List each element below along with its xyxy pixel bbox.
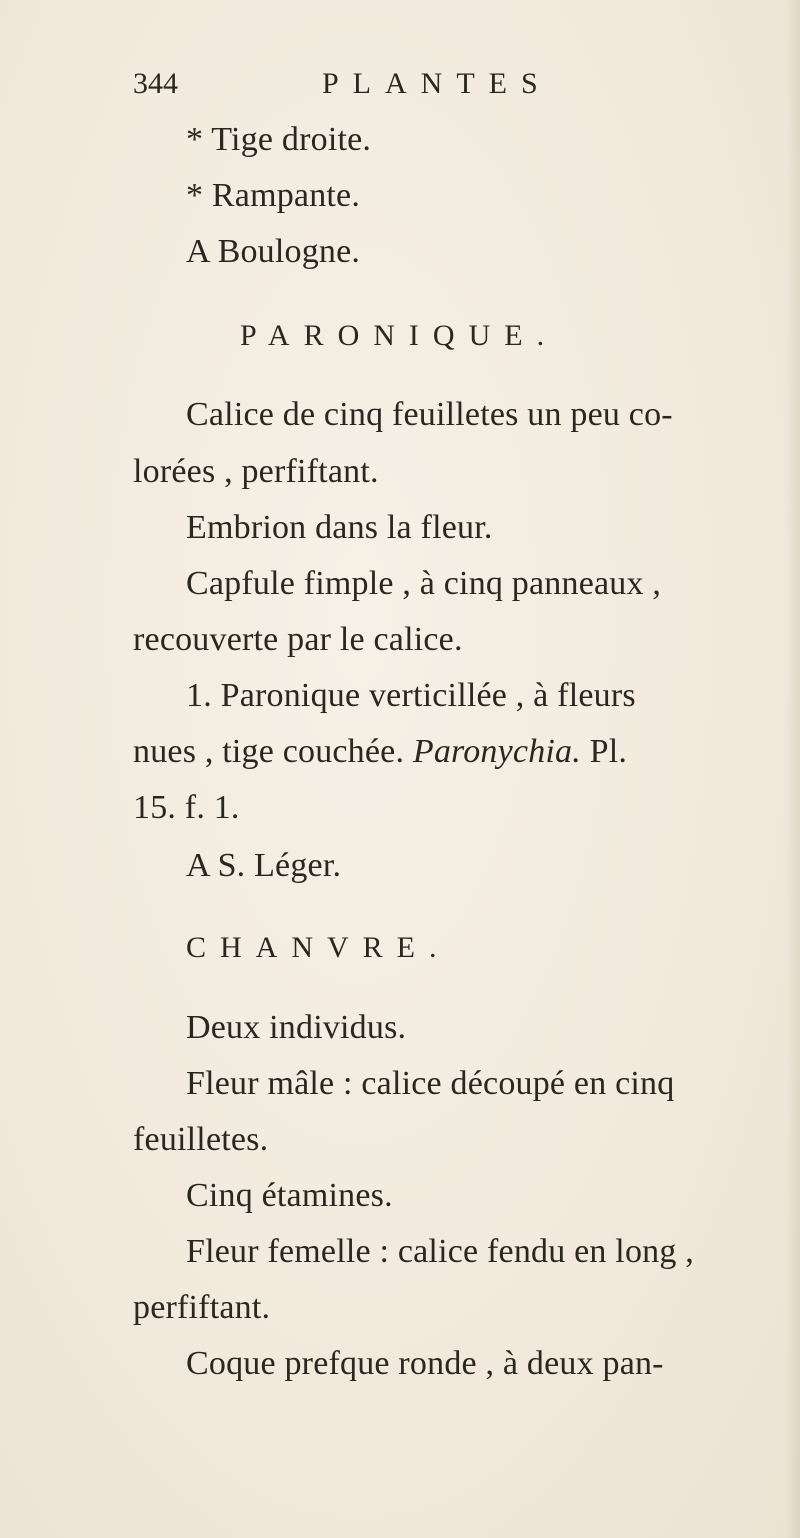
- text-line: recouverte par le calice.: [133, 621, 463, 658]
- text-line: Fleur femelle : calice fendu en long ,: [186, 1233, 694, 1270]
- page-edge-shadow: [786, 0, 800, 1538]
- running-title: PLANTES: [322, 67, 552, 100]
- text-line: 15. f. 1.: [133, 789, 240, 826]
- text-run: Pl.: [589, 733, 628, 770]
- text-line: perfiftant.: [133, 1289, 271, 1326]
- text-line: Fleur mâle : calice découpé en cinq: [186, 1065, 675, 1102]
- text-line: A Boulogne.: [186, 233, 361, 270]
- text-line: 1. Paronique verticillée , à fleurs: [186, 677, 636, 714]
- text-line: * Rampante.: [186, 177, 361, 214]
- text-run: nues , tige couchée.: [133, 733, 405, 770]
- latin-name: Paronychia.: [412, 733, 581, 770]
- text-line: Cinq étamines.: [186, 1177, 393, 1214]
- text-line: lorées , perfiftant.: [133, 453, 379, 490]
- text-line: Calice de cinq feuilletes un peu co-: [186, 396, 673, 433]
- text-line: Coque prefque ronde , à deux pan-: [186, 1345, 664, 1382]
- text-line: feuilletes.: [133, 1121, 269, 1158]
- text-line: * Tige droite.: [186, 121, 372, 158]
- text-line: A S. Léger.: [186, 847, 342, 884]
- text-line: Embrion dans la fleur.: [186, 509, 493, 546]
- text-line: Deux individus.: [186, 1009, 407, 1046]
- section-heading-chanvre: CHANVRE.: [186, 931, 451, 964]
- text-line: [133, 732, 627, 772]
- page-number: 344: [133, 67, 178, 100]
- text-line: Capfule fimple , à cinq panneaux ,: [186, 565, 662, 602]
- section-heading-paronique: PARONIQUE.: [240, 319, 559, 352]
